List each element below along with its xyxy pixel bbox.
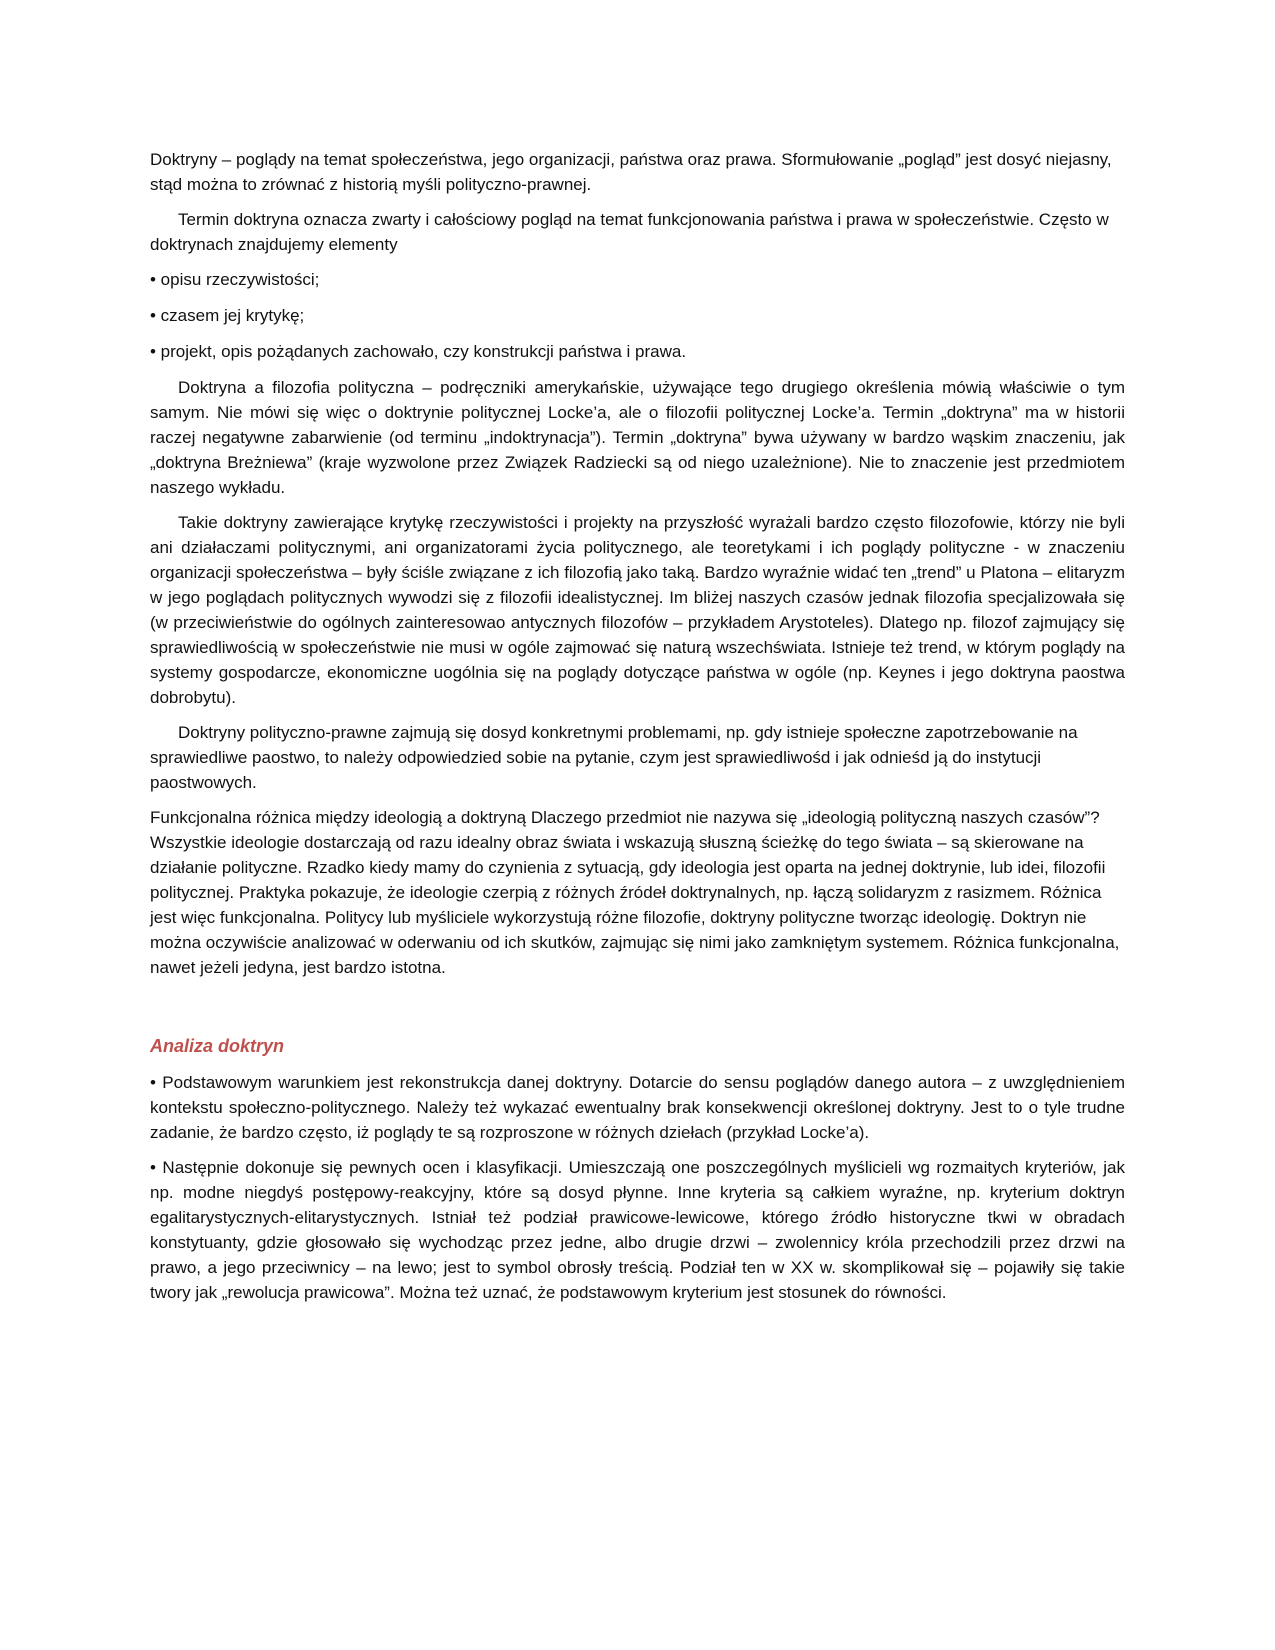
- paragraph-termin-doktryna: Termin doktryna oznacza zwarty i całościowy pogląd na temat funkcjonowania państwa i prawa w społeczeństwie. Często w doktrynach znajdujemy elementy: [150, 210, 1109, 254]
- paragraph-funkcjonalna-roznica: Funkcjonalna różnica między ideologią a doktryną Dlaczego przedmiot nie nazywa się „ideologią polityczną naszych czasów”? Wszystkie ideologie dostarczają od razu idealny obraz świata i wskazują słuszną ścieżkę do tego świata – są skierowane na działanie polityczne. Rzadko kiedy mamy do czynienia z sytuacją, gdy ideologia jest oparta na jednej doktrynie, lub idei, filozofii politycznej. Praktyka pokazuje, że ideologie czerpią z różnych źródeł doktrynalnych, np. łączą solidaryzm z rasizmem. Różnica jest więc funkcjonalna. Politycy lub myśliciele wykorzystują różne filozofie, doktryny polityczne tworząc ideologię. Doktryn nie można oczywiście analizować w oderwaniu od ich skutków, zajmując się nimi jako zamkniętym systemem. Różnica funkcjonalna, nawet jeżeli jedyna, jest bardzo istotna.: [150, 808, 1120, 977]
- list-item: • Następnie dokonuje się pewnych ocen i klasyfikacji. Umieszczają one poszczególnych myślicieli wg rozmaitych kryteriów, jak np. modne niegdyś postępowy-reakcyjny, które są dosyd płynne. Inne kryteria są całkiem wyraźne, np. kryterium doktryn egalitarystycznych-elitarystycznych. Istniał też podział prawicowe-lewicowe, którego źródło historyczne tkwi w obradach konstytuanty, gdzie głosowało się wychodząc przez jedne, albo drugie drzwi – zwolennicy króla przechodzili przez drzwi na prawo, a jego przeciwnicy – na lewo; jest to symbol obrosły treścią. Podział ten w XX w. skomplikował się – pojawiły się takie twory jak „rewolucja prawicowa”. Można też uznać, że podstawowym kryterium jest stosunek do równości.: [150, 1158, 1125, 1302]
- list-item: • projekt, opis pożądanych zachowało, czy konstrukcji państwa i prawa.: [150, 342, 687, 361]
- paragraph-takie-doktryny: Takie doktryny zawierające krytykę rzeczywistości i projekty na przyszłość wyrażali bardzo często filozofowie, którzy nie byli ani działaczami politycznymi, ani organizatorami życia politycznego, ale teoretykami i ich poglądy polityczne - w znaczeniu organizacji społeczeństwa – były ściśle związane z ich filozofią jako taką. Bardzo wyraźnie widać ten „trend” u Platona – elitaryzm w jego poglądach politycznych wywodzi się z filozofii idealistycznej. Im bliżej naszych czasów jednak filozofia specjalizowała się (w przeciwieństwie do ogólnych zainteresowao antycznych filozofów – przykładem Arystoteles). Dlatego np. filozof zajmujący się sprawiedliwością w społeczeństwie nie musi w ogóle zajmować się naturą wszechświata. Istnieje też trend, w którym poglądy na systemy gospodarcze, ekonomiczne uogólnia się na poglądy dotyczące państwa w ogóle (np. Keynes i jego doktryna paostwa dobrobytu).: [150, 513, 1125, 707]
- list-item: • opisu rzeczywistości;: [150, 270, 320, 289]
- document-page: [150, 147, 1125, 1315]
- paragraph-doktryny-definition: Doktryny – poglądy na temat społeczeństwa, jego organizacji, państwa oraz prawa. Sformułowanie „pogląd” jest dosyć niejasny, stąd można to zrównać z historią myśli polityczno-prawnej.: [150, 150, 1112, 194]
- section-heading: Analiza doktryn: [150, 1036, 285, 1056]
- list-item: • czasem jej krytykę;: [150, 306, 305, 325]
- paragraph-doktryny-polityczno-prawne: Doktryny polityczno-prawne zajmują się dosyd konkretnymi problemami, np. gdy istnieje społeczne zapotrzebowanie na sprawiedliwe paostwo, to należy odpowiedzied sobie na pytanie, czym jest sprawiedliwośd i jak odnieśd ją do instytucji paostwowych.: [150, 723, 1078, 792]
- list-item: • Podstawowym warunkiem jest rekonstrukcja danej doktryny. Dotarcie do sensu poglądów danego autora – z uwzględnieniem kontekstu społeczno-politycznego. Należy też wykazać ewentualny brak konsekwencji określonej doktryny. Jest to o tyle trudne zadanie, że bardzo często, iż poglądy te są rozproszone w różnych dziełach (przykład Locke’a).: [150, 1073, 1125, 1142]
- paragraph-doktryna-filozofia: Doktryna a filozofia polityczna – podręczniki amerykańskie, używające tego drugiego określenia mówią właściwie o tym samym. Nie mówi się więc o doktrynie politycznej Locke’a, ale o filozofii politycznej Locke’a. Termin „doktryna” ma w historii raczej negatywne zabarwienie (od terminu „indoktrynacja”). Termin „doktryna” bywa używany w bardzo wąskim znaczeniu, jak „doktryna Breżniewa” (kraje wyzwolone przez Związek Radziecki są od niego uzależnione). Nie to znaczenie jest przedmiotem naszego wykładu.: [150, 378, 1125, 497]
